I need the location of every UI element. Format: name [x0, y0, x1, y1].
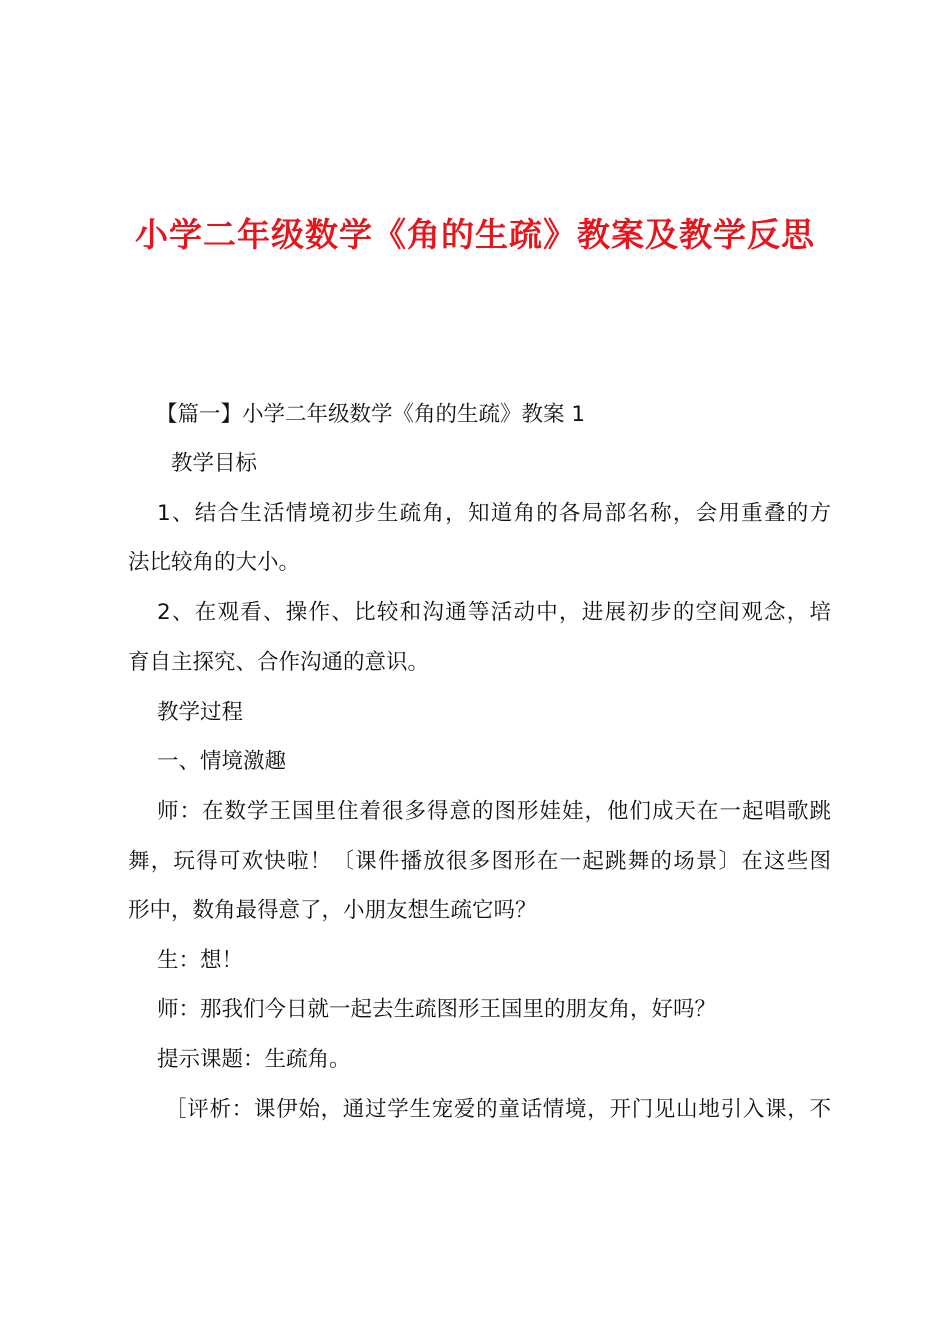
teacher2-line: 师：那我们今日就一起去生疏图形王国里的朋友角，好吗？ [157, 997, 717, 1022]
goal2-line2: 育自主探究、合作沟通的意识。 [128, 650, 430, 675]
student1-line: 生：想！ [157, 948, 244, 973]
section-process-heading: 教学过程 [157, 700, 244, 725]
goal1-line1: 1、结合生活情境初步生疏角，知道角的各局部名称，会用重叠的方 [157, 501, 831, 526]
step1-heading: 一、情境激趣 [157, 749, 287, 774]
teacher1-line2: 舞，玩得可欢快啦！〔课件播放很多图形在一起跳舞的场景〕在这些图 [128, 849, 831, 874]
teacher1-line1: 师：在数学王国里住着很多得意的图形娃娃，他们成天在一起唱歌跳 [157, 799, 831, 824]
goal2-line1: 2、在观看、操作、比较和沟通等活动中，进展初步的空间观念，培 [157, 600, 831, 625]
part-heading: 【篇一】小学二年级数学《角的生疏》教案 1 [156, 402, 586, 427]
topic-line: 提示课题：生疏角。 [157, 1047, 351, 1072]
document-title: 小学二年级数学《角的生疏》教案及教学反思 [135, 215, 815, 254]
section-goals-heading: 教学目标 [171, 451, 258, 476]
teacher1-line3: 形中，数角最得意了，小朋友想生疏它吗？ [128, 898, 537, 923]
goal1-line2: 法比较角的大小。 [128, 550, 301, 575]
comment-line1: ［评析：课伊始，通过学生宠爱的童话情境，开门见山地引入课，不 [165, 1097, 831, 1122]
